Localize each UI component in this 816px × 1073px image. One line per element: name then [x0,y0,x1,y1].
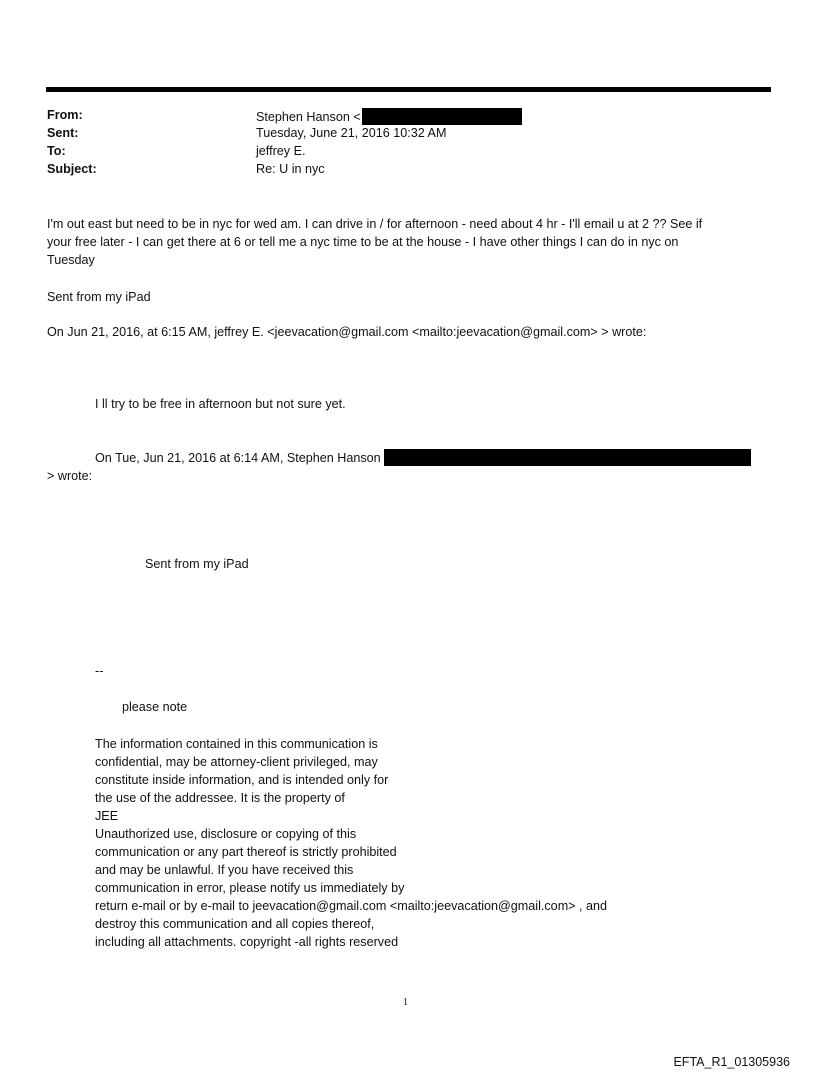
redaction-block [362,108,522,125]
body-line: Tuesday [47,253,95,267]
from-label: From: [47,108,83,122]
header-rule [46,87,771,92]
quote-header: On Jun 21, 2016, at 6:15 AM, jeffrey E. <jeevacation@gmail.com <mailto:jeevacation@gmail.com> > wrote: [47,325,647,339]
signature: Sent from my iPad [47,290,151,304]
from-name: Stephen Hanson < [256,110,361,124]
document-id: EFTA_R1_01305936 [673,1055,790,1069]
disclaimer-line: The information contained in this communication is [95,737,378,751]
quote-header-nested [95,449,751,467]
disclaimer-line: JEE [95,809,119,823]
sent-label: Sent: [47,126,79,140]
subject-label: Subject: [47,162,97,176]
disclaimer-line: destroy this communication and all copies thereof, [95,917,375,931]
signature-nested: Sent from my iPad [145,557,249,571]
redaction-block [384,449,751,466]
page-number: 1 [403,997,408,1008]
from-value [256,108,522,125]
subject-value: Re: U in nyc [256,162,325,176]
please-note: please note [122,700,188,714]
disclaimer-line: communication in error, please notify us immediately by [95,881,405,895]
body-line: your free later - I can get there at 6 or tell me a nyc time to be at the house - I have other things I can do in nyc on [47,235,679,249]
disclaimer-line: the use of the addressee. It is the property of [95,791,345,805]
separator-dashes: -- [95,664,104,678]
disclaimer-line: confidential, may be attorney-client privileged, may [95,755,378,769]
message-body [47,215,702,269]
to-label: To: [47,144,66,158]
disclaimer [95,735,607,951]
disclaimer-line: Unauthorized use, disclosure or copying of this [95,827,357,841]
sent-value: Tuesday, June 21, 2016 10:32 AM [256,126,447,140]
quote-header-end: > wrote: [47,469,93,483]
disclaimer-line: constitute inside information, and is intended only for [95,773,389,787]
disclaimer-line: return e-mail or by e-mail to jeevacation@gmail.com <mailto:jeevacation@gmail.com> , and [95,899,608,913]
disclaimer-line: including all attachments. copyright -all rights reserved [95,935,399,949]
body-line: I'm out east but need to be in nyc for wed am. I can drive in / for afternoon - need about 4 hr - I'll email u at 2 ?? See if [47,217,703,231]
quoted-text: I ll try to be free in afternoon but not sure yet. [95,397,346,411]
to-value: jeffrey E. [256,144,306,158]
disclaimer-line: communication or any part thereof is strictly prohibited [95,845,397,859]
quote-header-text: On Tue, Jun 21, 2016 at 6:14 AM, Stephen Hanson [95,451,381,465]
disclaimer-line: and may be unlawful. If you have received this [95,863,354,877]
